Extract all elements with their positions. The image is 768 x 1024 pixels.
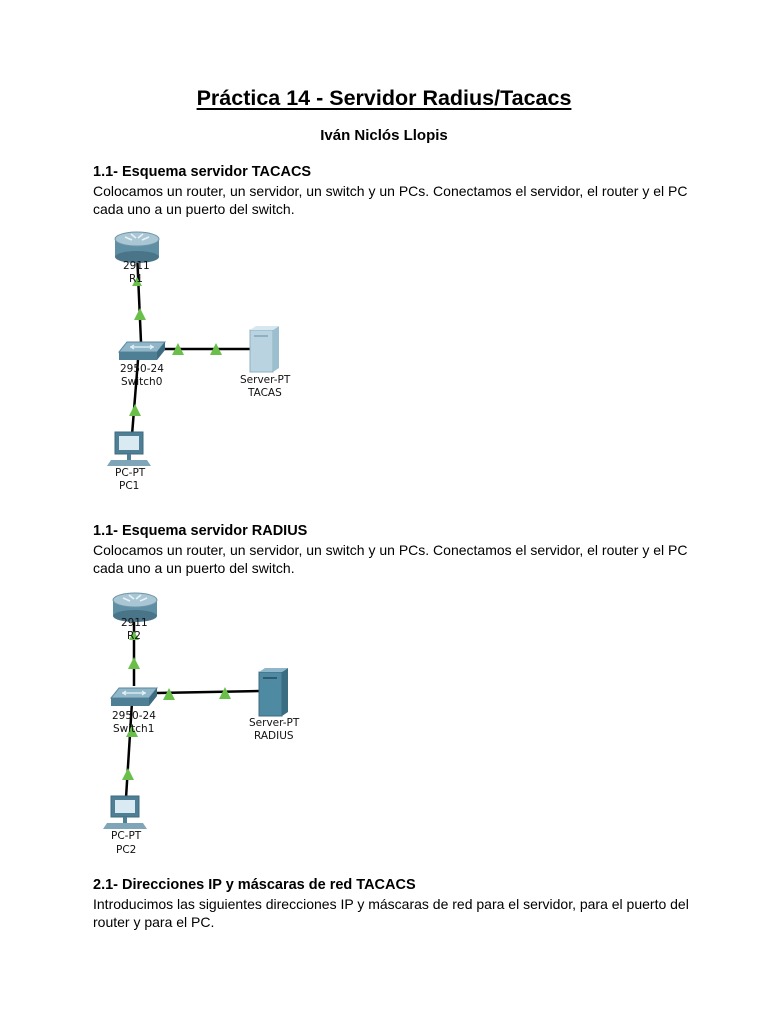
router-icon (115, 232, 159, 263)
server-name-label: TACAS (248, 387, 282, 399)
switch-icon (119, 342, 165, 360)
server-model-label: Server-PT (249, 717, 300, 729)
router-name-label: R2 (127, 630, 141, 642)
section-heading-radius: 1.1- Esquema servidor RADIUS (93, 523, 308, 539)
pc-name-label: PC1 (119, 480, 140, 492)
link-up-indicator (122, 768, 134, 780)
pc-model-label: PC-PT (111, 830, 142, 842)
pc-icon (103, 796, 147, 829)
switch-model-label: 2950-24 (112, 710, 156, 722)
section-body-ip-tacacs: Introducimos las siguientes direcciones IP y máscaras de red para el servidor, para el puerto del router y para el PC. (93, 896, 689, 930)
link-up-indicator (134, 308, 146, 320)
switch-name-label: Switch1 (113, 723, 155, 735)
section-body-radius: Colocamos un router, un servidor, un switch y un PCs. Conectamos el servidor, el router y el PC cada uno a un puerto del switch. (93, 542, 688, 576)
switch-name-label: Switch0 (121, 376, 163, 388)
section-body-tacacs: Colocamos un router, un servidor, un switch y un PCs. Conectamos el servidor, el router y el PC cada uno a un puerto del switch. (93, 183, 688, 217)
page-title: Práctica 14 - Servidor Radius/Tacacs (196, 86, 572, 110)
switch-model-label: 2950-24 (120, 363, 164, 375)
server-icon (250, 326, 279, 372)
server-model-label: Server-PT (240, 374, 291, 386)
server-icon (259, 668, 288, 716)
section-heading-ip-tacacs: 2.1- Direcciones IP y máscaras de red TACACS (93, 877, 416, 893)
section-heading-tacacs: 1.1- Esquema servidor TACACS (93, 164, 312, 180)
router-model-label: 2911 (121, 617, 148, 629)
network-diagram-tacacs (0, 220, 340, 500)
router-name-label: R1 (129, 273, 143, 285)
server-name-label: RADIUS (254, 730, 294, 742)
pc-icon (107, 432, 151, 466)
pc-name-label: PC2 (116, 844, 137, 856)
link-up-indicator (128, 657, 140, 669)
router-model-label: 2911 (123, 260, 150, 272)
pc-model-label: PC-PT (115, 467, 146, 479)
author-name: Iván Niclós Llopis (320, 127, 448, 144)
link-up-indicator (129, 404, 141, 416)
network-diagram-radius (0, 580, 340, 865)
switch-icon (111, 688, 157, 706)
